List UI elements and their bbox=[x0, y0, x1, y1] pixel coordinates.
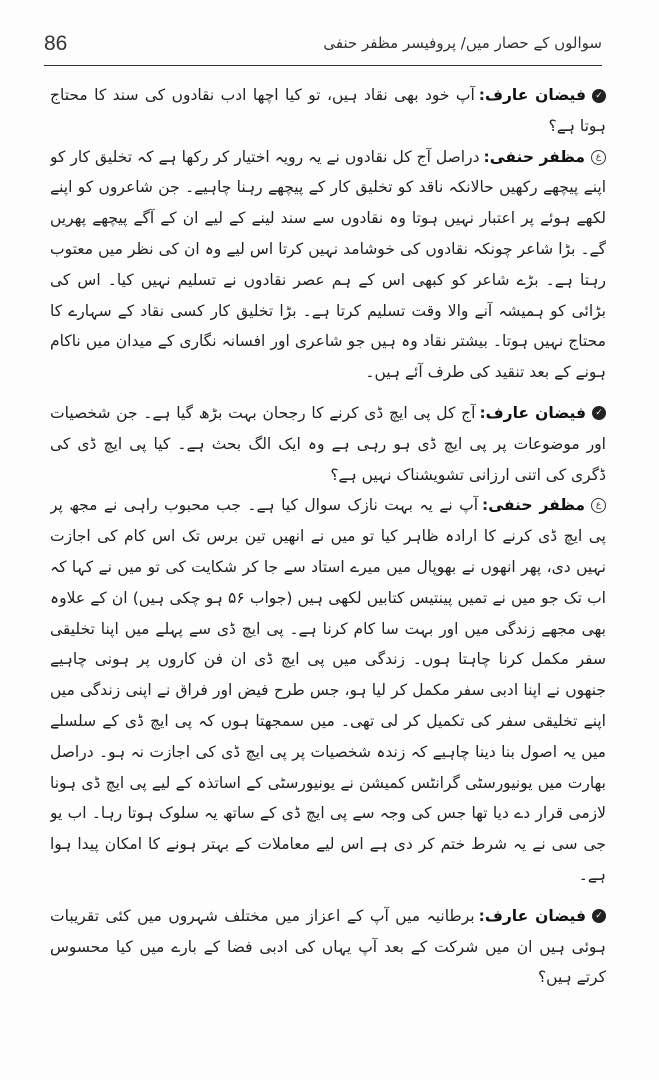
speaker-name: فیضان عارف bbox=[485, 403, 586, 422]
dialogue-text: آج کل پی ایچ ڈی کرنے کا رجحان بہت بڑھ گیا ہے۔ جن شخصیات اور موضوعات پر پی ایچ ڈی ہو رہی ہے وہ ایک الگ بحث ہے۔ کیا پی ایچ ڈی کی ڈگری کی اتنی ارزانی تشویشناک نہیں ہے؟ bbox=[50, 403, 606, 484]
filled-circle-check-icon: ✓ bbox=[592, 89, 606, 103]
interview-body bbox=[50, 80, 606, 1045]
filled-circle-check-icon: ✓ bbox=[592, 406, 606, 420]
question-paragraph bbox=[50, 398, 606, 490]
page-number: 86 bbox=[44, 32, 68, 55]
speaker-name: مظفر حنفی bbox=[488, 496, 585, 515]
question-paragraph bbox=[50, 80, 606, 142]
speaker-separator: : bbox=[478, 906, 485, 925]
question-paragraph bbox=[50, 901, 606, 993]
filled-circle-check-icon: ✓ bbox=[592, 909, 606, 923]
speaker-separator: : bbox=[478, 86, 485, 104]
speaker-separator: : bbox=[479, 403, 486, 422]
dialogue-text: آپ نے یہ بہت نازک سوال کیا ہے۔ جب محبوب راہی نے مجھ پر پی ایچ ڈی کرنے کا ارادہ ظاہر کیا تو میں نے انھیں تین برس تک اس کام کی اجازت نہیں دی، پھر انھوں نے بھوپال میں میرے استاد سے جا کر شکایت کی تو میں نے کہا کہ اب تک جو میں نے تمیں پینتیس کتابیں لکھی ہیں (جواب ۵۶ ہو چکی ہیں) ان کے علاوہ بھی مجھے زندگی میں اور بہت سا کام کرنا ہے۔ پی ایچ ڈی سے پہلے میں اپنا تخلیقی سفر مکمل کرنا چاہتا ہوں۔ زندگی میں پی ایچ ڈی ان فن کاروں پر ہونی چاہیے جنھوں نے اپنا ادبی سفر مکمل کر لیا ہو، جس طرح فیض اور فراق نے اپنی زندگی میں اپنے تخلیقی سفر کی تکمیل کر لی تھی۔ میں سمجھتا ہوں کہ پی ایچ ڈی کے سلسلے میں یہ اصول بنا دینا چاہیے کہ زندہ شخصیات پر پی ایچ ڈی کی اجازت نہ ہو۔ دراصل بھارت میں یونیورسٹی گرانٹس کمیشن نے یونیورسٹی کے اساتذہ کے لیے پی ایچ ڈی ہونا لازمی قرار دے دیا تھا جس کی وجہ سے پی ایچ ڈی کے ساتھ یہ سلوک ہوتا رہا۔ اب یو جی سی نے یہ شرط ختم کر دی ہے اس لیے معاملات کے بہتر ہونے کا امکان پیدا ہوا ہے۔ bbox=[50, 496, 606, 884]
speaker-separator: : bbox=[482, 496, 489, 515]
speaker-name: مظفر حنفی bbox=[489, 147, 585, 166]
speaker-name: فیضان عارف bbox=[484, 86, 586, 104]
dialogue-text: دراصل آج کل نقادوں نے یہ رویہ اختیار کر رکھا ہے کہ تخلیق کار کو اپنے پیچھے رکھیں حالانکہ ناقد کو تخلیق کار کے پیچھے رہنا چاہیے۔ جن شاعروں کو اپنے لکھے ہوئے پر اعتبار نہیں ہوتا وہ نقادوں سے سند لینے کے لیے ان کے آگے پیچھے پھریں گے۔ بڑا شاعر چونکہ نقادوں کی خوشامد نہیں کرتا اس لیے وہ ان کی نظر میں معتوب رہتا ہے۔ بڑے شاعر کو کبھی اس کے ہم عصر نقادوں نے تسلیم نہیں کیا۔ اس کی بڑائی کو ہمیشہ آنے والا وقت تسلیم کرتا ہے۔ بڑا تخلیق کار کسی نقاد کے سہارے کا محتاج نہیں ہوتا۔ بیشتر نقاد وہ ہیں جو شاعری اور افسانہ نگاری کے میدان میں ناکام ہونے کے بعد تنقید کی طرف آئے ہیں۔ bbox=[50, 147, 606, 382]
circled-ain-icon: ع bbox=[591, 150, 606, 165]
running-title: سوالوں کے حصار میں/ پروفیسر مظفر حنفی bbox=[323, 34, 602, 52]
answer-paragraph bbox=[50, 142, 606, 388]
answer-paragraph bbox=[50, 490, 606, 890]
speaker-separator: : bbox=[483, 147, 490, 166]
header-rule bbox=[44, 65, 602, 66]
circled-ain-icon: ع bbox=[591, 498, 606, 513]
running-header bbox=[44, 30, 602, 66]
dialogue-text: آپ خود بھی نقاد ہیں، تو کیا اچھا ادب نقادوں کی سند کا محتاج ہوتا ہے؟ bbox=[50, 86, 606, 135]
dialogue-text: برطانیہ میں آپ کے اعزاز میں مختلف شہروں میں کئی تقریبات ہوئی ہیں ان میں شرکت کے بعد آپ یہاں کی ادبی فضا کے بارے میں کیا محسوس کرتے ہیں؟ bbox=[50, 906, 606, 987]
speaker-name: فیضان عارف bbox=[484, 906, 586, 925]
